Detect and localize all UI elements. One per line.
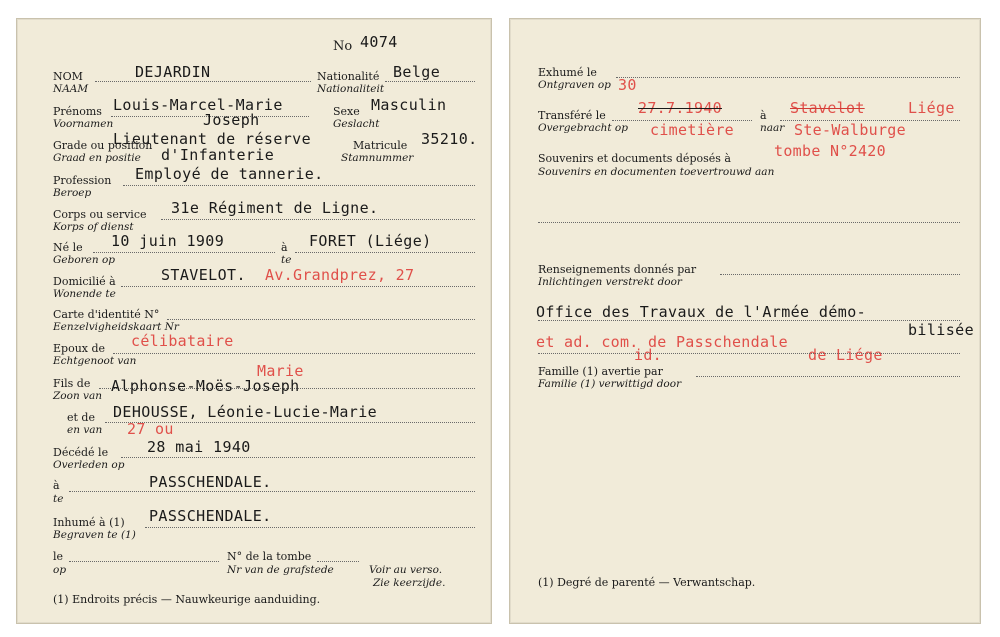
information-dotted-line-2: [538, 320, 960, 321]
mother-value: DEHOUSSE, Léonie-Lucie-Marie: [113, 403, 378, 421]
echtgenoot-label: Echtgenoot van: [53, 355, 137, 367]
souvenirs-label: Souvenirs et documents déposés à: [538, 152, 731, 165]
death-date-value: 28 mai 1940: [147, 438, 251, 456]
grave-number-label: N° de la tombe: [227, 550, 312, 563]
transfer-place-value: Liége: [908, 99, 955, 117]
walburge-value: Ste-Walburge: [794, 121, 906, 139]
father-label: Fils de: [53, 377, 91, 390]
le-label: le: [53, 550, 64, 563]
souvenirs-nl-label: Souvenirs en documenten toevertrouwd aan: [538, 166, 775, 178]
mother-label: et de: [67, 411, 95, 424]
footnote-front: (1) Endroits précis — Nauwkeurige aanduiding.: [53, 593, 321, 606]
information-dotted-line-3: [538, 353, 960, 354]
cemetery-value: cimetière: [650, 121, 734, 139]
voornamen-label: Voornamen: [53, 118, 114, 130]
transfer-a-label: à: [760, 109, 767, 122]
information-dotted-line: [720, 274, 960, 275]
op-label: op: [53, 564, 67, 576]
spouse-value: célibataire: [131, 332, 234, 350]
profession-label: Profession: [53, 174, 112, 187]
graad-label: Graad en positie: [53, 152, 141, 164]
souvenirs-dotted-line: [538, 222, 960, 223]
profession-dotted-line: [123, 185, 475, 186]
grade-value-second: d'Infanterie: [161, 146, 275, 164]
overleden-label: Overleden op: [53, 459, 125, 471]
naar-label: naar: [760, 122, 785, 134]
zie-keerzijde-label: Zie keerzijde.: [373, 577, 446, 589]
exhume-dotted-line: [616, 77, 960, 78]
id-card-label: Carte d'identité N°: [53, 308, 160, 321]
nationaliteit-label: Nationaliteit: [317, 83, 385, 95]
number-label: No: [333, 39, 353, 54]
beroep-label: Beroep: [53, 187, 92, 199]
transfer-date-value: 27.7.1940: [638, 99, 722, 117]
death-date-dotted-line: [121, 457, 475, 458]
nationality-dotted-line: [385, 81, 475, 82]
information-label: Renseignements donnés par: [538, 263, 697, 276]
death-place-label: à: [53, 479, 60, 492]
burial-value: PASSCHENDALE.: [149, 507, 272, 525]
burial-date-dotted-line: [69, 561, 219, 562]
exhume-label: Exhumé le: [538, 66, 597, 79]
nationality-label: Nationalité: [317, 70, 380, 83]
record-card-back: [509, 18, 981, 624]
corps-value: 31e Régiment de Ligne.: [171, 199, 379, 217]
overgebracht-label: Overgebracht op: [538, 122, 628, 134]
exhume-value: 30: [618, 76, 637, 94]
matricule-value: 35210.: [421, 130, 478, 148]
prenoms-value-second: Joseph: [203, 111, 260, 129]
id-card-dotted-line: [167, 319, 475, 320]
prenoms-label: Prénoms: [53, 105, 102, 118]
burial-label: Inhumé à (1): [53, 516, 125, 529]
grave-number-value: tombe N°2420: [774, 142, 886, 160]
domicile-label: Domicilié à: [53, 275, 116, 288]
stamnummer-label: Stamnummer: [341, 152, 414, 164]
ontgraven-label: Ontgraven op: [538, 79, 611, 91]
birth-place-a-label: à: [281, 241, 288, 254]
see-verso-label: Voir au verso.: [369, 564, 443, 576]
death-place-value: PASSCHENDALE.: [149, 473, 272, 491]
family-label: Famille (1) avertie par: [538, 365, 663, 378]
birth-date-value: 10 juin 1909: [111, 232, 225, 250]
transfer-label: Transféré le: [538, 109, 606, 122]
death-date-label: Décédé le: [53, 446, 109, 459]
red-note-line-2a: id.: [634, 346, 662, 364]
red-note-line-1: et ad. com. de Passchendale: [536, 333, 788, 351]
transfer-place-struck: Stavelot: [790, 99, 865, 117]
grave-number-dotted-line: [317, 561, 359, 562]
geslacht-label: Geslacht: [333, 118, 380, 130]
nationality-value: Belge: [393, 63, 441, 81]
death-place-dotted-line: [69, 491, 475, 492]
burial-dotted-line: [145, 527, 475, 528]
korps-label: Korps of dienst: [53, 221, 134, 233]
footnote-back: (1) Degré de parenté — Verwantschap.: [538, 576, 756, 589]
begraven-label: Begraven te (1): [53, 529, 136, 541]
sexe-value: Masculin: [371, 96, 447, 114]
father-value: Alphonse-Moës-Joseph: [111, 377, 300, 395]
birth-place-value: FORET (Liége): [309, 232, 432, 250]
nom-label: NOM: [53, 70, 83, 83]
office-line-2: bilisée: [908, 321, 975, 339]
geboren-label: Geboren op: [53, 254, 116, 266]
domicile-value: STAVELOT.: [161, 266, 246, 284]
spouse-dotted-line: [113, 353, 475, 354]
grade-value: Lieutenant de réserve: [113, 130, 312, 148]
birth-place-dotted-line: [295, 252, 475, 253]
domicile-address-value: Av.Grandprez, 27: [265, 266, 415, 284]
family-dotted-line: [696, 376, 960, 377]
death-place-te-label: te: [53, 493, 64, 505]
prenoms-value: Louis-Marcel-Marie: [113, 96, 283, 114]
spouse-label: Epoux de: [53, 342, 106, 355]
birth-date-dotted-line: [93, 252, 275, 253]
birth-place-te-label: te: [281, 254, 292, 266]
grade-label: Grade ou position: [53, 139, 153, 152]
familie-label: Familie (1) verwittigd door: [538, 378, 682, 390]
naam-label: NAAM: [53, 83, 89, 95]
birth-date-label: Né le: [53, 241, 83, 254]
sexe-label: Sexe: [333, 105, 360, 118]
corps-dotted-line: [161, 219, 475, 220]
domicile-dotted-line: [121, 286, 475, 287]
en-van-label: en van: [67, 424, 103, 436]
matricule-label: Matricule: [353, 139, 408, 152]
office-line-1: Office des Travaux de l'Armée démo-: [536, 303, 867, 321]
profession-value: Employé de tannerie.: [135, 165, 324, 183]
eenzelvigheid-label: Eenzelvigheidskaart Nr: [53, 321, 179, 333]
grafstede-label: Nr van de grafstede: [227, 564, 334, 576]
nom-dotted-line: [95, 81, 311, 82]
father-name-insert: Marie: [257, 362, 304, 380]
record-card-front: [16, 18, 492, 624]
zoon-label: Zoon van: [53, 390, 102, 402]
wonende-label: Wonende te: [53, 288, 116, 300]
nom-value: DEJARDIN: [135, 63, 211, 81]
inlichtingen-label: Inlichtingen verstrekt door: [538, 276, 682, 288]
number-value: 4074: [360, 33, 398, 51]
red-note-line-2b: de Liége: [808, 346, 883, 364]
corps-label: Corps ou service: [53, 208, 147, 221]
mother-red-note: 27 ou: [127, 420, 174, 438]
